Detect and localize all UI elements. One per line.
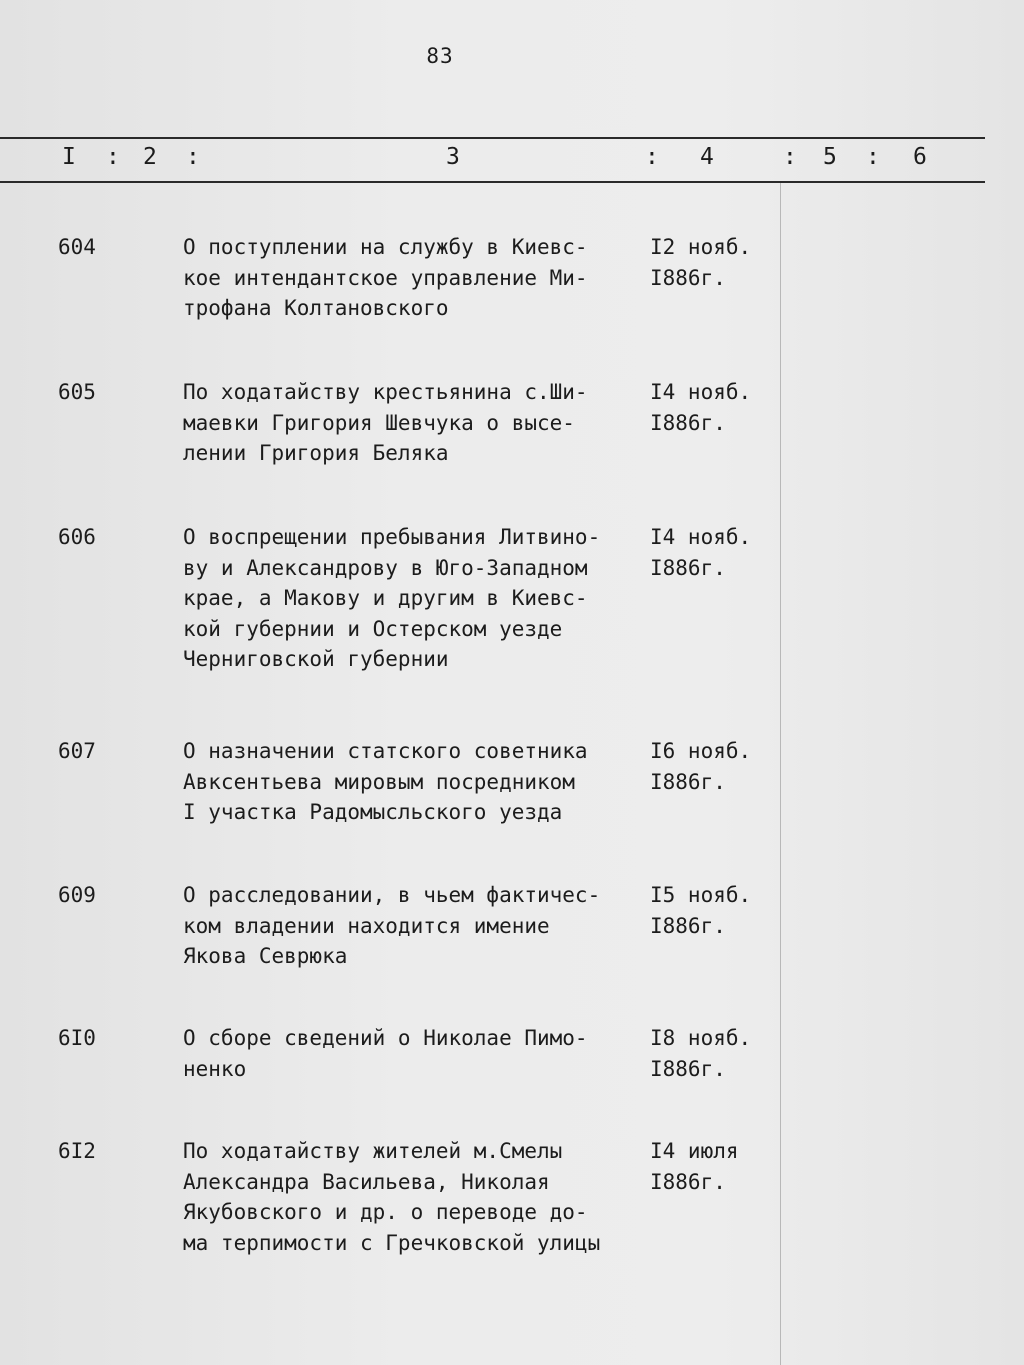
entry-title-line: О сборе сведений о Николае Пимо- <box>183 1026 588 1050</box>
entry-title-line: ву и Александрову в Юго-Западном <box>183 555 588 580</box>
entry-title-line: О воспрещении пребывания Литвино- <box>183 525 601 549</box>
entry-date-line: I2 нояб. <box>650 235 752 259</box>
entry-date <box>650 736 790 797</box>
entry-title-line: лении Григория Беляка <box>183 441 449 465</box>
entry-number: 6I0 <box>58 1026 96 1050</box>
entry-title <box>183 377 643 469</box>
entry-date-line: I886г. <box>650 913 726 938</box>
page-number: 83 <box>426 44 454 68</box>
column-separator: : <box>186 144 200 170</box>
entry-title-line: Якубовского и др. о переводе до- <box>183 1200 588 1224</box>
column-separator: : <box>106 144 120 170</box>
entry-date-line: I886г. <box>650 1169 726 1194</box>
entry-title-line: Черниговской губернии <box>183 647 449 671</box>
entry-title-line: О поступлении на службу в Киевс- <box>183 235 588 259</box>
entry-title-line: По ходатайству крестьянина с.Ши- <box>183 380 588 404</box>
entry-date <box>650 232 790 293</box>
column-header-6: 6 <box>913 144 927 170</box>
column-separator: : <box>645 144 659 170</box>
entry-number: 6I2 <box>58 1139 96 1163</box>
column-header-4: 4 <box>700 144 714 170</box>
entry-title <box>183 522 643 675</box>
entry-title-line: ком владении находится имение <box>183 913 550 938</box>
entry-title <box>183 736 643 828</box>
column-header-2: 2 <box>143 144 157 170</box>
entry-number: 606 <box>58 525 96 549</box>
entry-date-line: I5 нояб. <box>650 883 752 907</box>
column-separator: : <box>866 144 880 170</box>
entry-title <box>183 232 643 324</box>
entry-date-line: I886г. <box>650 410 726 435</box>
entry-title-line: ма терпимости с Гречковской улицы <box>183 1230 601 1255</box>
entry-date-line: I6 нояб. <box>650 739 752 763</box>
entry-date-line: I4 нояб. <box>650 380 752 404</box>
column-header-1: I <box>62 144 76 170</box>
column-separator: : <box>783 144 797 170</box>
entry-number: 605 <box>58 380 96 404</box>
entry-number: 607 <box>58 739 96 763</box>
entry-date-line: I886г. <box>650 769 726 794</box>
entry-title-line: Авксентьева мировым посредником <box>183 769 575 794</box>
entry-date <box>650 1136 790 1197</box>
header-bottom-rule <box>0 181 985 183</box>
entry-date-line: I886г. <box>650 1056 726 1081</box>
entry-title-line: кое интендантское управление Ми- <box>183 265 588 290</box>
entry-number: 604 <box>58 235 96 259</box>
entry-title-line: По ходатайству жителей м.Смелы <box>183 1139 563 1163</box>
entry-date-line: I886г. <box>650 265 726 290</box>
entry-title <box>183 1136 643 1258</box>
entry-title-line: кой губернии и Остерском уезде <box>183 616 563 641</box>
entry-title <box>183 1023 643 1084</box>
entry-date <box>650 522 790 583</box>
entry-title-line: I участка Радомысльского уезда <box>183 800 563 824</box>
column-header-5: 5 <box>823 144 837 170</box>
entry-date <box>650 1023 790 1084</box>
entry-date-line: I4 нояб. <box>650 525 752 549</box>
entry-title-line: О расследовании, в чьем фактичес- <box>183 883 601 907</box>
header-top-rule <box>0 137 985 139</box>
entry-number: 609 <box>58 883 96 907</box>
column-header-row <box>0 142 985 178</box>
entry-date <box>650 880 790 941</box>
entry-title-line: трофана Колтановского <box>183 296 449 320</box>
entry-title-line: Александра Васильева, Николая <box>183 1169 550 1194</box>
entry-title-line: О назначении статского советника <box>183 739 588 763</box>
entry-title-line: крае, а Макову и другим в Киевс- <box>183 586 588 610</box>
entry-date-line: I4 июля <box>650 1139 739 1163</box>
entry-title-line: ненко <box>183 1056 247 1081</box>
entry-date-line: I886г. <box>650 555 726 580</box>
entry-title <box>183 880 643 972</box>
entry-date <box>650 377 790 438</box>
entry-date-line: I8 нояб. <box>650 1026 752 1050</box>
column-header-3: 3 <box>446 144 460 170</box>
entry-title-line: Якова Севрюка <box>183 944 348 968</box>
entry-title-line: маевки Григория Шевчука о высе- <box>183 410 575 435</box>
